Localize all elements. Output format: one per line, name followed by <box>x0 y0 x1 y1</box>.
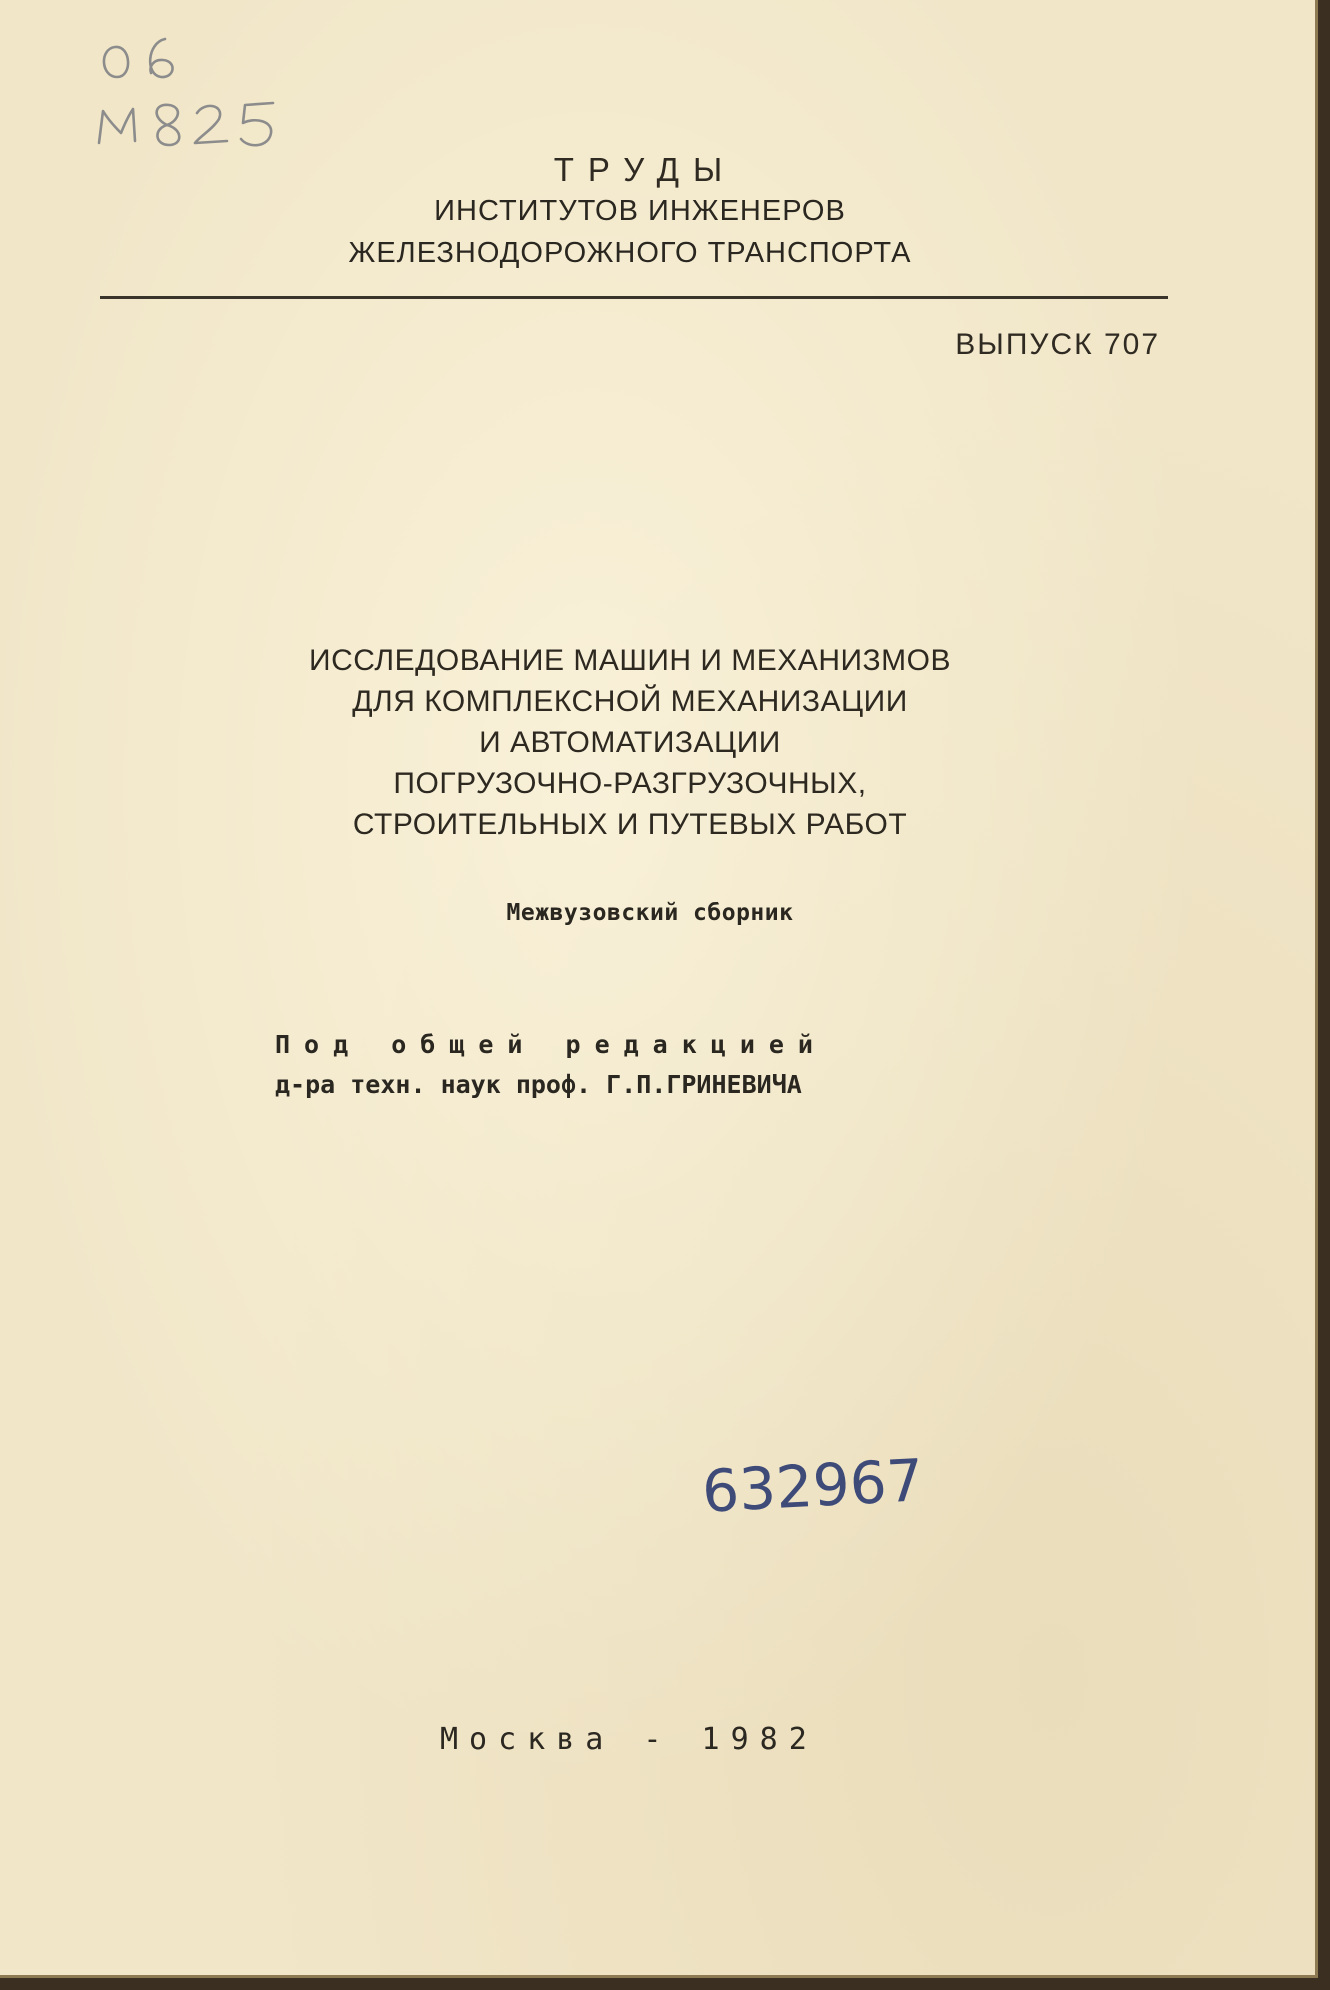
handwritten-shelf-mark <box>95 25 355 155</box>
series-subtitle-line-2: ЖЕЛЕЗНОДОРОЖНОГО ТРАНСПОРТА <box>348 237 912 269</box>
inventory-number-drawing <box>700 1438 1000 1528</box>
editorial-credit <box>275 1025 1035 1105</box>
header-divider <box>100 296 1168 299</box>
handwritten-shelf-mark-drawing <box>95 25 355 155</box>
collection-type: Межвузовский сборник <box>506 900 794 926</box>
series-title: ТРУДЫ <box>553 151 737 188</box>
book-title <box>160 640 1100 845</box>
title-line: ДЛЯ КОМПЛЕКСНОЙ МЕХАНИЗАЦИИ <box>352 685 908 718</box>
inventory-number <box>700 1438 1000 1528</box>
inventory-number-text: 632967 <box>700 1446 926 1526</box>
scan-edge-bottom <box>0 1978 1330 1990</box>
series-subtitle-line-1: ИНСТИТУТОВ ИНЖЕНЕРОВ <box>434 195 846 227</box>
issue-number: ВЫПУСК 707 <box>955 328 1160 361</box>
scan-edge-right <box>1318 0 1330 1990</box>
title-line: ПОГРУЗОЧНО-РАЗГРУЗОЧНЫХ, <box>393 767 867 800</box>
publication-series-header <box>100 150 1170 274</box>
editor-label: Под общей редакцией <box>275 1030 827 1059</box>
imprint: Москва - 1982 <box>440 1722 818 1757</box>
editor-name: д-ра техн. наук проф. Г.П.ГРИНЕВИЧА <box>275 1070 802 1099</box>
title-line: СТРОИТЕЛЬНЫХ И ПУТЕВЫХ РАБОТ <box>352 808 908 841</box>
title-line: И АВТОМАТИЗАЦИИ <box>479 726 781 759</box>
title-line: ИССЛЕДОВАНИЕ МАШИН И МЕХАНИЗМОВ <box>309 644 951 677</box>
